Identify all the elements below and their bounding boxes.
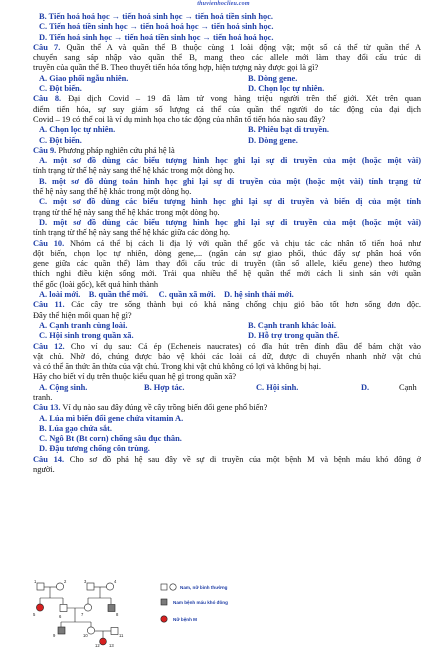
legend-hemophilia-symbol	[161, 599, 167, 605]
pedigree-number: 1	[34, 579, 37, 584]
legend-male-symbol	[161, 584, 167, 590]
q7-options-row: A. Giao phối ngẫu nhiên. B. Dòng gene.	[39, 73, 298, 83]
pedigree-male	[87, 583, 94, 590]
pedigree-female-affected	[100, 638, 107, 645]
legend-female-symbol	[170, 584, 176, 590]
pedigree-number: 12	[95, 643, 100, 648]
legend-disease-m-label: Nữ bệnh M	[173, 617, 197, 622]
pedigree-female	[87, 627, 94, 634]
pedigree-number: 4	[114, 579, 117, 584]
question-7: Câu 7. Quần thể A và quần thể B thuộc cùng 1 loài động vật; một số cá thể từ quần thể A	[33, 42, 421, 52]
question-14: Câu 14. Cho sơ đồ phả hệ sau đây về sự di truyền của một bệnh M và bệnh máu khó đông ở	[33, 454, 421, 464]
q10-options-row: A. loài mới. B. quần thể mới. C. quần xã mới. D. hệ sinh thái mới.	[39, 290, 294, 300]
question-content: B. Tiến hoá hoá học → tiến hoá sinh học → tiến hoá tiền sinh học. C. Tiến hoá tiền sinh học → tiến hoá hoá học → tiến hoá sinh học. D. Tiến hoá sinh học → tiến hoá tiền sinh học → tiến hoá hoá học. Câu 7. Quần thể A và quần thể B thuộc cùng 1 loài động vật; một số cá thể từ quần thể A chuyển sang sáp nhập vào quần thể B, mang theo các allele mới làm thay đổi cấu trúc di truyền của quần thể B. Theo thuyết tiến hóa tổng hợp, hiện tượng này được gọi là gì? A. Giao phối ngẫu nhiên. B. Dòng gene. C. Đột biến. D. Chọn lọc tự nhiên. Câu 8. Đại dịch Covid – 19 đã làm tử vong hàng triệu người trên thế giới. Xét trên quan điểm tiến hóa, sự suy giảm số lượng cá thể của quần thể người do tác động của đại dịch Covid – 19 có thể coi là ví dụ minh họa cho tác động của nhân tố tiến hóa nào sau đây? A. Chọn lọc tự nhiên. B. Phiêu bạt di truyền. C. Đột biến. D. Dòng gene. Câu 9. Phương pháp nghiên cứu phả hệ là A. một sơ đồ dùng các biểu tượng hình học ghi lại sự di truyền của một (hoặc một vài) tính trạng từ thế hệ này sang thế hệ khác trong một dòng họ. B. một sơ đồ dùng toán hình học ghi lại sự di truyền của một (hoặc một vài) tính trạng từ thế hệ này sang thế hệ khác trong một dòng họ. C. một sơ đồ dùng các biểu tượng hình học ghi lại sự di truyền và biến dị của một tính trạng từ thế hệ này sang thế hệ khác trong một dòng họ. D. một sơ đồ dùng các biểu tượng hình học ghi lại sự di truyền của một (hoặc một vài) tính trạng từ thế hệ này sang thế hệ khác giữa các dòng họ. Câu 10. Nhóm cá thể bị cách li địa lý với quần thể gốc và chịu tác các nhân tố tiến hoá như đột biến, chọn lọc tự nhiên, dòng gene,... (ngăn cản sự giao phối, thúc đẩy sự phân hoá vốn gene giữa các quần thể) làm thay đổi cấu trúc di truyền (tần số allele, kiểu gene) theo hướng thích nghi điều kiện sống mới. Trải qua nhiều thế hệ quần thể mới cách li sinh sản với quần thể gốc (loài gốc), kết quả hình thành A. loài mới. B. quần thể mới. C. quần xã mới. D. hệ sinh thái mới. Câu 11. Các cây tre sống thành bụi có khả năng chống chịu gió bão tốt hơn sống đơn độc. Đây thể hiện mối quan hệ gì? A. Cạnh tranh cùng loài. B. Cạnh tranh khác loài. C. Hội sinh trong quần xã. D. Hỗ trợ trong quần thể. Câu 12. Cho ví dụ sau: Cá ép (Echeneis naucrates) có đĩa hút trên đỉnh đầu để bám chặt vào vật chủ. Nhờ đó, chúng được bảo vệ khỏi các loài cá dữ, được di chuyển nhanh nhờ vật chủ và có thể ăn thức ăn thừa của vật chủ. Trong khi vật chủ không có lợi và không bị hại. Hãy cho biết ví dụ trên thuộc kiểu quan hệ gì trong quần xã? A. Cộng sinh. B. Hợp tác. C. Hội sinh. D. Cạnh tranh. Câu 13. Ví dụ nào sau đây đúng về cây trồng biến đổi gene phổ biến? A. Lúa mì biến đổi gene chứa vitamin A. B. Lúa gạo chứa sắt. C. Ngô Bt (Bt corn) chống sâu đục thân. D. Đậu tương chống côn trùng. Câu 14. Cho sơ đồ phả hệ sau đây về sự di truyền của một bệnh M và bệnh máu khó đông ở người.	[33, 12, 421, 475]
pedigree-female-affected	[36, 604, 43, 611]
pedigree-female	[84, 604, 91, 611]
pedigree-number: 7	[81, 612, 84, 617]
pedigree-diagram	[33, 578, 263, 648]
legend-normal-label: Nam, nữ bình thường	[180, 585, 228, 590]
question-12: Câu 12. Cho ví dụ sau: Cá ép (Echeneis naucrates) có đĩa hút trên đỉnh đầu để bám chặt vào	[33, 341, 421, 351]
pedigree-male-hemophilia	[58, 627, 65, 634]
question-11: Câu 11. Các cây tre sống thành bụi có khả năng chống chịu gió bão tốt hơn sống đơn độc.	[33, 300, 421, 310]
option-line: B. Tiến hoá hoá học → tiến hoá sinh học → tiến hoá tiền sinh học.	[39, 12, 274, 21]
pedigree-number: 5	[33, 612, 36, 617]
question-10: Câu 10. Nhóm cá thể bị cách li địa lý với quần thể gốc và chịu tác các nhân tố tiến hoá như	[33, 238, 421, 248]
pedigree-number: 9	[53, 633, 56, 638]
pedigree-number: 8	[116, 612, 119, 617]
option-line: C. Tiến hoá tiền sinh học → tiến hoá hoá học → tiến hoá sinh học.	[39, 22, 274, 32]
pedigree-male	[111, 628, 118, 635]
question-9: Câu 9. Phương pháp nghiên cứu phả hệ là	[33, 145, 175, 155]
pedigree-male	[37, 583, 44, 590]
question-13: Câu 13. Ví dụ nào sau đây đúng về cây trồng biến đổi gene phổ biến?	[33, 403, 268, 413]
pedigree-number: 10	[83, 633, 88, 638]
question-8: Câu 8. Đại dịch Covid – 19 đã làm tử vong hàng triệu người trên thế giới. Xét trên quan	[33, 94, 421, 104]
option-line: D. Tiến hoá sinh học → tiến hoá tiền sinh học → tiến hoá hoá học.	[39, 32, 274, 42]
pedigree-number: 3	[84, 579, 87, 584]
pedigree-female	[56, 583, 63, 590]
pedigree-female	[106, 583, 113, 590]
site-watermark: thuvienhoclieu.com	[197, 1, 250, 7]
legend-disease-m-symbol	[161, 616, 167, 622]
pedigree-male-hemophilia	[108, 605, 115, 612]
pedigree-male	[60, 605, 67, 612]
legend-hemophilia-label: Nam bệnh máu khó đông	[173, 600, 228, 605]
pedigree-number: 6	[59, 614, 62, 619]
pedigree-number: 13	[109, 643, 114, 648]
pedigree-number: 11	[119, 633, 124, 638]
pedigree-number: 2	[64, 579, 67, 584]
q12-options-row: A. Cộng sinh. B. Hợp tác. C. Hội sinh. D. Cạnh	[39, 382, 417, 392]
